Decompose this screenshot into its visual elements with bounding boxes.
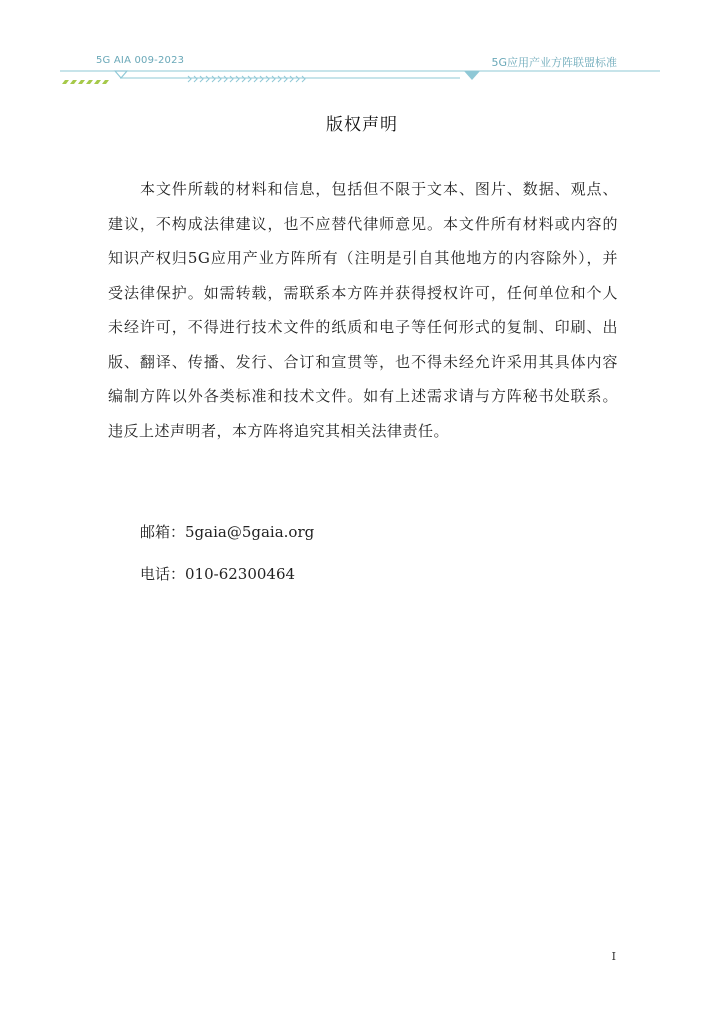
slash-marks — [62, 80, 109, 84]
right-triangle-marker — [464, 71, 480, 80]
page-title: 版权声明 — [326, 115, 398, 135]
chevron-row — [188, 76, 305, 82]
header-doc-number: 5G AIA 009-2023 — [96, 55, 185, 66]
contact-phone: 电话：010-62300464 — [140, 565, 296, 583]
left-triangle-marker — [115, 71, 127, 78]
header-org-standard: 5G应用产业方阵联盟标准 — [491, 56, 617, 69]
copyright-statement: 本文件所载的材料和信息，包括但不限于文本、图片、数据、观点、建议，不构成法律建议，也不应替代律师意见。本文件所有材料或内容的知识产权归5G应用产业方阵所有（注明是引自其他地方的内容除外），并受法律保护。如需转载，需联系本方阵并获得授权许可，任何单位和个人未经许可，不得进行技术文件的纸质和电子等任何形式的复制、印刷、出版、翻译、传播、发行、合订和宣贯等，也不得未经允许采用其具体内容编制方阵以外各类标准和技术文件。如有上述需求请与方阵秘书处联系。违反上述声明者，本方阵将追究其相关法律责任。 — [108, 180, 618, 440]
header-decoration — [60, 68, 660, 88]
contact-email: 邮箱：5gaia@5gaia.org — [140, 523, 315, 541]
page-number: I — [611, 950, 616, 963]
